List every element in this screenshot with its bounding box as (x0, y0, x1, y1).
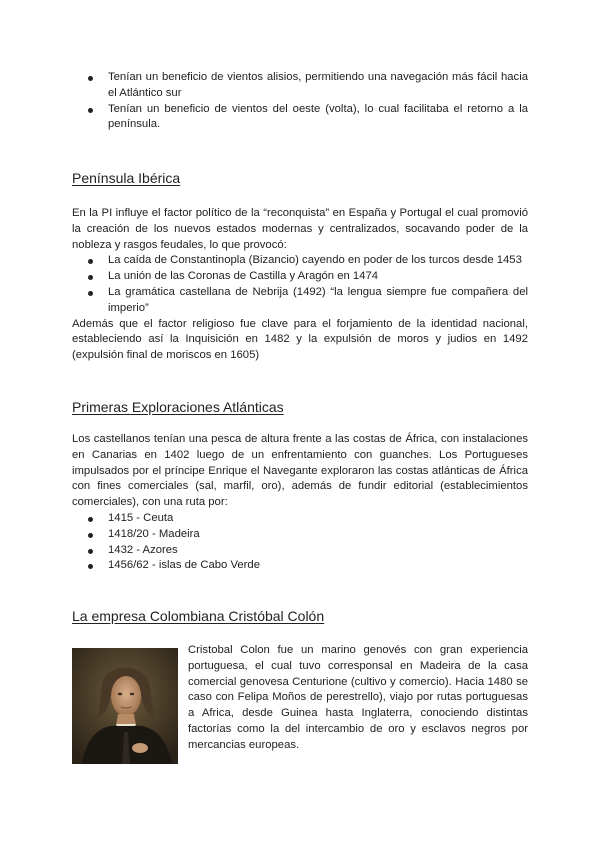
list-item: La gramática castellana de Nebrija (1492) “la lengua siempre fue compañera del imperio” (72, 285, 528, 317)
paragraph: Los castellanos tenían una pesca de altura frente a las costas de África, con instalaciones en Canarias en 1402 luego de un enfrentamiento con guanches. Los Portugueses impulsados por el príncipe Enrique el Navegante exploraron las costas atlánticas de África con fines comerciales (sal, marfil, oro), además de fundir editorial (establecimientos comerciales), con una ruta por: (72, 433, 528, 509)
bullet-icon (88, 549, 93, 554)
bullet-list (72, 253, 528, 316)
section2-body (72, 432, 528, 574)
section3-body (188, 643, 528, 754)
list-item: 1456/62 - islas de Cabo Verde (72, 558, 528, 574)
section-heading-peninsula-iberica: Península Ibérica (72, 170, 181, 186)
section-heading-primeras-exploraciones: Primeras Exploraciones Atlánticas (72, 399, 284, 415)
bullet-icon (88, 291, 93, 296)
colon-portrait-image (72, 648, 178, 764)
bullet-icon (88, 517, 93, 522)
list-item: 1415 - Ceuta (72, 511, 528, 527)
paragraph: En la PI influye el factor político de la “reconquista” en España y Portugal el cual promovió la creación de los nuevos estados modernas y centralizados, socavando poder de la nobleza y rasgos feudales, lo que provocó: (72, 207, 528, 251)
list-item: 1418/20 - Madeira (72, 527, 528, 543)
list-item: Tenían un beneficio de vientos alisios, permitiendo una navegación más fácil hacia el Atlántico sur (72, 70, 528, 102)
section-heading-empresa-colombiana: La empresa Colombiana Cristóbal Colón (72, 608, 325, 624)
bullet-icon (88, 108, 93, 113)
route-list (72, 511, 528, 574)
list-item: Tenían un beneficio de vientos del oeste (volta), lo cual facilitaba el retorno a la península. (72, 102, 528, 134)
bullet-icon (88, 275, 93, 280)
list-item: 1432 - Azores (72, 543, 528, 559)
paragraph: Cristobal Colon fue un marino genovés con gran experiencia portuguesa, el cual tuvo corresponsal en Madeira de la casa comercial genovesa Centurione (cultivo y comercio). Hacia 1480 se caso con Felipa Moños de perestrello), viajo por rutas portuguesas a Africa, desde Guinea hasta Inglaterra, conociendo distintas factorías como la del intercambio de oro y esclavos negros por mercancias europeas. (188, 644, 528, 751)
paragraph: Además que el factor religioso fue clave para el forjamiento de la identidad nacional, estableciendo así la Inquisición en 1482 y la expulsión de moros y judios en 1492 (expulsión final de moriscos en 1605) (72, 317, 528, 362)
section1-body (72, 206, 528, 364)
list-item: La unión de las Coronas de Castilla y Aragón en 1474 (72, 269, 528, 285)
list-item: La caída de Constantinopla (Bizancio) cayendo en poder de los turcos desde 1453 (72, 253, 528, 269)
bullet-icon (88, 259, 93, 264)
bullet-icon (88, 76, 93, 81)
intro-bullet-list (72, 70, 528, 133)
bullet-icon (88, 564, 93, 569)
bullet-icon (88, 533, 93, 538)
